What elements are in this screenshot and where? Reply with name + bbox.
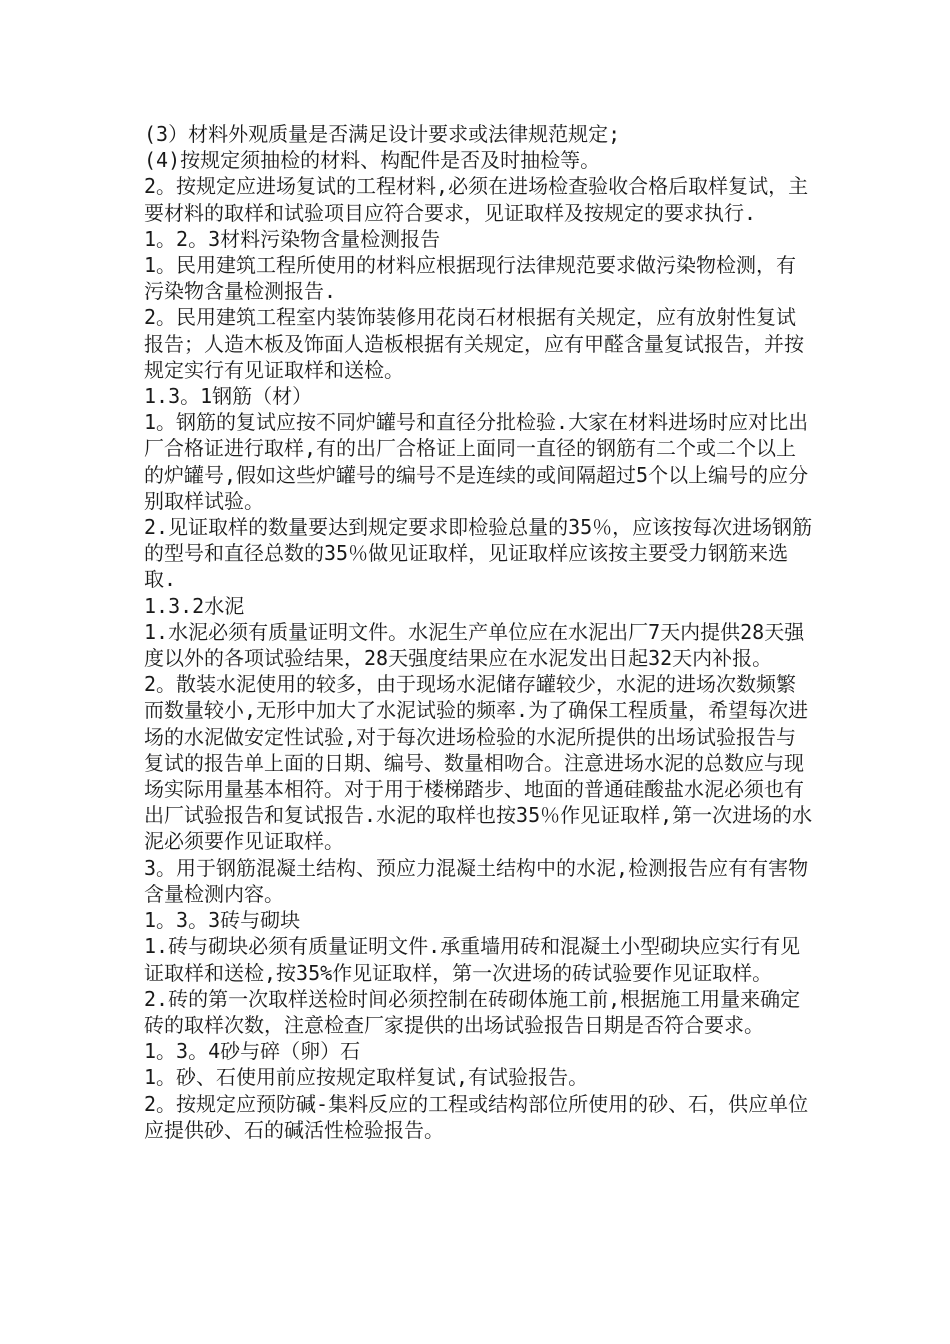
paragraph-brick-1: 1.砖与砌块必须有质量证明文件.承重墙用砖和混凝土小型砌块应实行有见证取样和送检,按35%作见证取样，第一次进场的砖试验要作见证取样。 [144, 934, 801, 985]
paragraph-pollutant-1: 1。民用建筑工程所使用的材料应根据现行法律规范要求做污染物检测，有污染物含量检测报告. [144, 253, 797, 304]
heading-1-3-2: 1.3.2水泥 [144, 593, 245, 618]
paragraph-rebar-2: 2.见证取样的数量要达到规定要求即检验总量的35％，应该按每次进场钢筋的型号和直径总数的35％做见证取样，见证取样应该按主要受力钢筋来选取. [144, 515, 813, 592]
paragraph-cement-2: 2。散装水泥使用的较多，由于现场水泥储存罐较少，水泥的进场次数频繁而数量较小,无形中加大了水泥试验的频率.为了确保工程质量，希望每次进场的水泥做安定性试验,对于每次进场检验的水泥所提供的出场试验报告与复试的报告单上面的日期、编号、数量相吻合。注意进场水泥的总数应与现场实际用量基本相符。对于用于楼梯踏步、地面的普通硅酸盐水泥必须也有出厂试验报告和复试报告.水泥的取样也按35％作见证取样,第一次进场的水泥必须要作见证取样。 [144, 672, 813, 854]
paragraph-aggregate-2: 2。按规定应预防碱-集料反应的工程或结构部位所使用的砂、石，供应单位应提供砂、石的碱活性检验报告。 [144, 1091, 809, 1142]
heading-1-3-1: 1.3。1钢筋（材） [144, 384, 313, 409]
paragraph-4-sampling: (4)按规定须抽检的材料、构配件是否及时抽检等。 [144, 148, 601, 173]
document-body [144, 121, 816, 1143]
heading-1-3-3: 1。3。3砖与砌块 [144, 908, 301, 933]
paragraph-retest-materials: 2。按规定应进场复试的工程材料,必须在进场检查验收合格后取样复试，主要材料的取样和试验项目应符合要求，见证取样及按规定的要求执行. [144, 174, 809, 225]
paragraph-pollutant-2: 2。民用建筑工程室内装饰装修用花岗石材根据有关规定，应有放射性复试报告；人造木板及饰面人造板根据有关规定，应有甲醛含量复试报告，并按规定实行有见证取样和送检。 [144, 305, 804, 382]
heading-1-2-3: 1。2。3材料污染物含量检测报告 [144, 226, 441, 251]
paragraph-3-appearance: (3）材料外观质量是否满足设计要求或法律规范规定; [144, 122, 621, 146]
paragraph-cement-3: 3。用于钢筋混凝土结构、预应力混凝土结构中的水泥,检测报告应有有害物含量检测内容。 [144, 855, 809, 906]
paragraph-brick-2: 2.砖的第一次取样送检时间必须控制在砖砌体施工前,根据施工用量来确定砖的取样次数，注意检查厂家提供的出场试验报告日期是否符合要求。 [144, 986, 801, 1037]
paragraph-rebar-1: 1。钢筋的复试应按不同炉罐号和直径分批检验.大家在材料进场时应对比出厂合格证进行取样,有的出厂合格证上面同一直径的钢筋有二个或二个以上的炉罐号,假如这些炉罐号的编号不是连续的或间隔超过5个以上编号的应分别取样试验。 [144, 410, 809, 513]
paragraph-aggregate-1: 1。砂、石使用前应按规定取样复试,有试验报告。 [144, 1065, 589, 1090]
heading-1-3-4: 1。3。4砂与碎（卵）石 [144, 1039, 361, 1064]
paragraph-cement-1: 1.水泥必须有质量证明文件。水泥生产单位应在水泥出厂7天内提供28天强度以外的各项试验结果，28天强度结果应在水泥发出日起32天内补报。 [144, 619, 805, 671]
